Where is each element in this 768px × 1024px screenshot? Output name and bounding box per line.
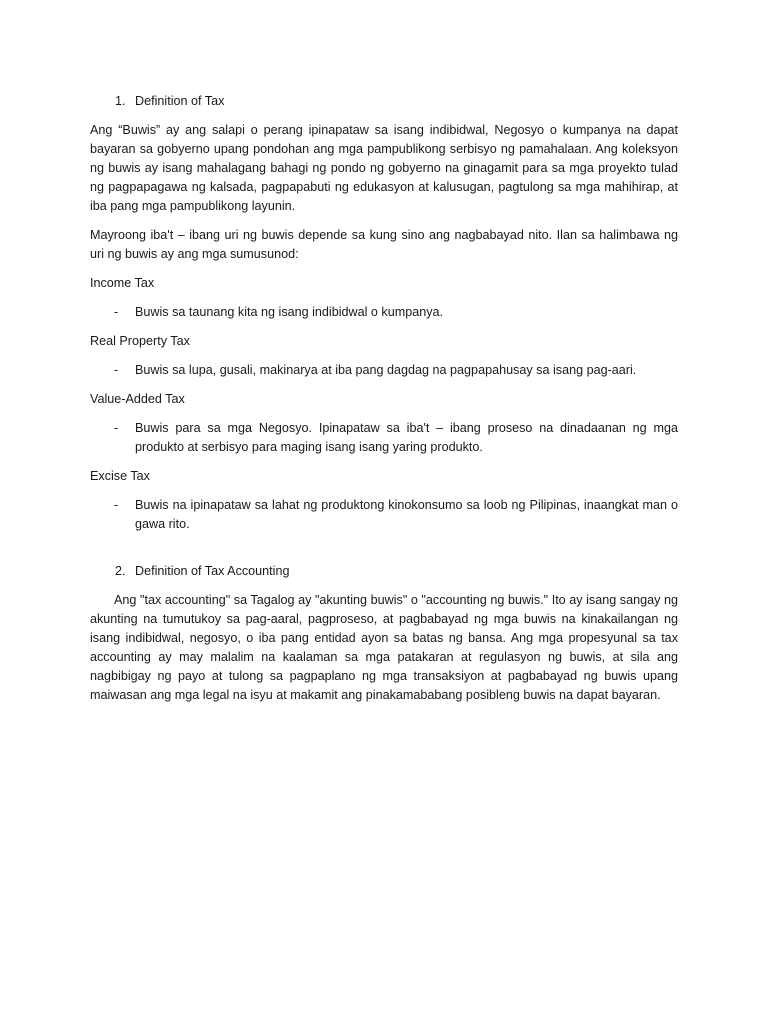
section-spacer [90,544,678,562]
tax-type-heading-vat: Value-Added Tax [90,392,185,406]
tax-type-item-vat [90,419,678,457]
bullet-dash: - [114,363,119,377]
tax-type-item-real-property [90,361,678,380]
tax-type-heading-income: Income Tax [90,276,155,290]
bullet-dash: - [114,421,119,435]
section2-paragraph: Ang "tax accounting" sa Tagalog ay "akunting buwis" o "accounting ng buwis." Ito ay isang sangay ng akunting na tumutukoy sa pag-aaral, pagproseso, at pagbabayad ng mga buwis na kinakailangan ng isang indibidwal, negosyo, o iba pang entidad ayon sa batas ng bansa. Ang mga propesyunal sa tax accounting ay may malalim na kaalaman sa mga patakaran at regulasyon ng buwis, at sila ang nagbibigay ng payo at tulong sa pagpaplano ng mga transaksiyon at pagbabayad ng buwis upang maiwasan ang mga legal na isyu at makamit ang pinakamababang posibleng buwis na dapat bayaran. [90,593,678,702]
tax-type-heading-excise: Excise Tax [90,469,150,483]
section2-number: 2. [115,564,126,578]
section2-title: Definition of Tax Accounting [135,564,290,578]
document-page [90,92,678,715]
tax-type-item-income [90,303,678,322]
tax-type-description-income: Buwis sa taunang kita ng isang indibidwal o kumpanya. [135,305,444,319]
tax-type-heading-real-property: Real Property Tax [90,334,190,348]
section2-heading [90,562,678,581]
section1-heading [90,92,678,111]
tax-type-description-real-property: Buwis sa lupa, gusali, makinarya at iba pang dagdag na pagpapahusay sa isang pag-aari. [135,363,637,377]
section1-number: 1. [115,94,126,108]
bullet-dash: - [114,498,119,512]
section1-title: Definition of Tax [135,94,225,108]
section1-paragraph2: Mayroong iba't – ibang uri ng buwis depende sa kung sino ang nagbabayad nito. Ilan sa halimbawa ng uri ng buwis ay ang mga sumusunod: [90,228,678,261]
tax-type-item-excise [90,496,678,534]
section1-paragraph1: Ang “Buwis” ay ang salapi o perang ipinapataw sa isang indibidwal, Negosyo o kumpanya na dapat bayaran sa gobyerno upang pondohan ang mga pampublikong serbisyo ng pamahalaan. Ang koleksyon ng buwis ay isang mahalagang bahagi ng pondo ng gobyerno na ginagamit para sa mga proyekto tulad ng pagpapagawa ng kalsada, pagpapabuti ng edukasyon at kalusugan, pagtulong sa mga mahihirap, at iba pang mga pampublikong layunin. [90,123,678,213]
tax-type-description-excise: Buwis na ipinapataw sa lahat ng produktong kinokonsumo sa loob ng Pilipinas, inaangkat man o gawa rito. [135,498,678,531]
bullet-dash: - [114,305,119,319]
tax-type-description-vat: Buwis para sa mga Negosyo. Ipinapataw sa iba't – ibang proseso na dinadaanan ng mga produkto at serbisyo para maging isang isang yaring produkto. [135,421,678,454]
